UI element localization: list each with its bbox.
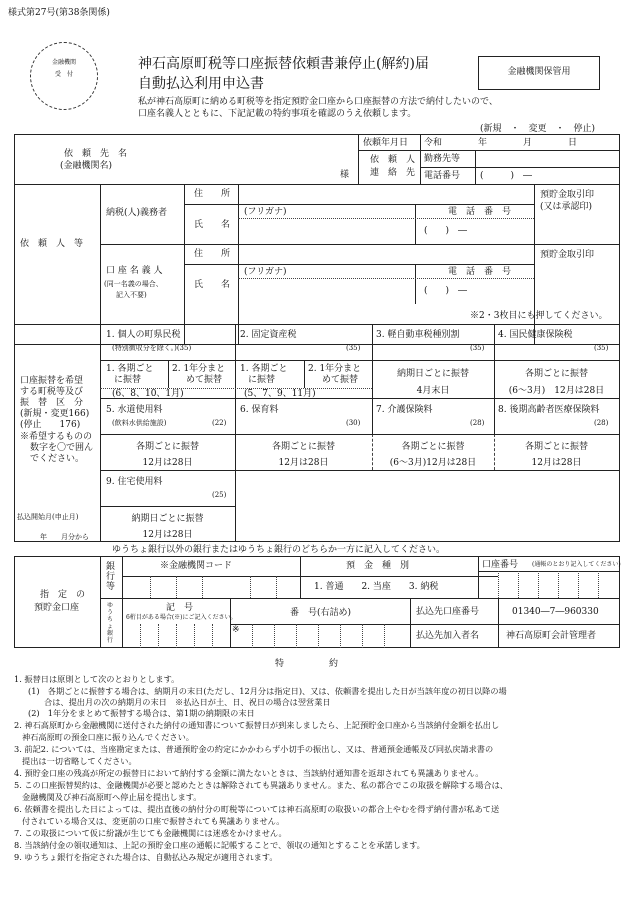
- transfer-4: 各期ごとに振替: [524, 369, 588, 379]
- taxes-left-2: する町税等及び: [20, 387, 84, 397]
- taxes-left-1: 口座振替を希望: [20, 376, 84, 386]
- phone-field[interactable]: ( ) ―: [480, 171, 533, 181]
- contact-label-1: 依 頼 人: [370, 155, 416, 165]
- tax-item-8-code: (28): [594, 419, 609, 427]
- term-line: (1) 各期ごとに振替する場合は、納期月の末日(ただし、12月分は指定日)、又は、依頼書を提出した日が当該年度の初日以降の場: [28, 686, 507, 696]
- holder-phone-field[interactable]: ( ) ―: [424, 286, 468, 296]
- taxes-left-8: でください。: [30, 454, 85, 464]
- term-line: 5. この口座振替契約は、金融機関が必要と認めたときは解除されても異議ありません。また、私の都合でこの取扱を解除する場合は、: [14, 780, 508, 790]
- term-line: 7. この取扱について仮に紛議が生じても金融機関には迷惑をかけません。: [14, 828, 287, 838]
- account-type-header: 預 金 種 別: [346, 561, 410, 571]
- option-1-installment[interactable]: 1. 各期ごと: [106, 364, 154, 374]
- tax-item-7[interactable]: 7. 介護保険料: [376, 405, 433, 415]
- term-line: 金融機関及び神石高原町へ停止届を提出します。: [22, 792, 202, 802]
- transfer-3-date: 4月末日: [416, 386, 450, 396]
- term-line: 合は、提出月の次の納期月の末日 ※払込日が土、日、祝日の場合は翌営業日: [44, 697, 331, 707]
- fi-code-header: ※金融機関コード: [160, 561, 233, 571]
- months-2: (5、7、9、11月): [244, 389, 316, 399]
- designated-account-label-2: 預貯金口座: [34, 603, 80, 613]
- form-subtitle: 自動払込利用申込書: [138, 76, 264, 92]
- tax-item-9[interactable]: 9. 住宅使用料: [106, 477, 163, 487]
- term-line: 提出は一切省略してください。: [22, 756, 137, 766]
- tax-item-1[interactable]: 1. 個人の町県民税: [106, 330, 181, 340]
- bank-name-label: 依 頼 先 名: [64, 149, 128, 159]
- option-2-annual-2: めて振替: [322, 375, 359, 385]
- seal-label-2: 預貯金取引印: [540, 250, 595, 260]
- months-1: (6、8、10、1月): [112, 389, 184, 399]
- start-month-label: 払込開始月(申止月): [17, 513, 79, 521]
- start-month-field[interactable]: 年 月分から: [40, 533, 89, 541]
- request-date-field[interactable]: 令和 年 月 日: [424, 138, 578, 148]
- transfer-6-date: 12月は28日: [278, 458, 329, 468]
- option-2-annual[interactable]: 2. 1年分まと: [308, 364, 362, 374]
- taxes-left-6: ※希望するものの: [20, 432, 93, 442]
- tax-item-2-code: (35): [346, 344, 361, 352]
- transfer-4-date: (6〜3月) 12月は28日: [508, 386, 605, 396]
- taxes-left-3: 振 替 区 分: [20, 398, 84, 408]
- taxes-table: [14, 324, 620, 542]
- tax-item-6-code: (30): [346, 419, 361, 427]
- pay-account-value: 01340―7―960330: [512, 607, 599, 617]
- request-type[interactable]: (新規 ・ 変更 ・ 停止): [480, 124, 596, 134]
- option-2-installment[interactable]: 1. 各期ごと: [240, 364, 288, 374]
- intro-line-2: 口座名義人とともに、下記記載の特約事項を確認のうえ依頼します。: [138, 109, 417, 119]
- term-line: 9. ゆうちょ銀行を指定された場合は、自動払込み規定が適用されます。: [14, 852, 278, 862]
- tax-item-3[interactable]: 3. 軽自動車税種別割: [376, 330, 460, 340]
- taxpayer-phone-header: 電 話 番 号: [448, 207, 512, 217]
- workplace-label: 勤務先等: [424, 154, 461, 164]
- number-header: 番 号(右詰め): [290, 608, 352, 618]
- pay-account-label: 払込先口座番号: [416, 607, 480, 617]
- requester-section-label: 依 頼 人 等: [20, 239, 84, 249]
- transfer-7: 各期ごとに振替: [401, 442, 465, 452]
- stamp-copies-note: ※2・3枚目にも押してください。: [470, 311, 608, 321]
- account-holder-label: 口 座 名 義 人: [106, 266, 163, 276]
- yucho-vertical-label: ゆうちょ銀行: [107, 602, 114, 644]
- option-1-annual-2: めて振替: [186, 375, 223, 385]
- transfer-8: 各期ごとに振替: [524, 442, 588, 452]
- kigo-note: 6桁目がある場合(※)にご記入ください。: [126, 614, 237, 621]
- intro-line-1: 私が神石高原町に納める町税等を指定預貯金口座から口座振替の方法で納付したいので、: [138, 97, 498, 107]
- transfer-9-date: 12月は28日: [142, 530, 193, 540]
- bank-name-sublabel: (金融機関名): [60, 161, 113, 171]
- option-1-installment-2: に振替: [114, 375, 142, 385]
- phone-label: 電話番号: [424, 171, 461, 181]
- payee-value: 神石高原町会計管理者: [506, 631, 597, 641]
- taxes-left-7: 数字を〇で囲ん: [30, 443, 94, 453]
- tax-item-3-code: (35): [470, 344, 485, 352]
- term-line: 8. 当該納付金の領収通知は、上記の預貯金口座の通帳に記帳することで、領収の通知とすることを承諾します。: [14, 840, 425, 850]
- taxpayer-phone-field[interactable]: ( ) ―: [424, 226, 468, 236]
- seal-label-1: 預貯金取引印: [540, 190, 595, 200]
- transfer-3: 納期日ごとに振替: [396, 369, 469, 379]
- terms-title: 特 約: [275, 659, 339, 669]
- account-number-header: 口座番号: [482, 560, 519, 570]
- account-number-note: (通帳のとおり記入してください): [532, 561, 621, 568]
- tax-item-4-code: (35): [594, 344, 609, 352]
- account-type-options[interactable]: 1. 普通 2. 当座 3. 納税: [314, 582, 439, 592]
- term-line: 1. 振替日は原則として次のとおりとします。: [14, 674, 180, 684]
- option-1-annual[interactable]: 2. 1年分まと: [172, 364, 226, 374]
- contact-label-2: 連 絡 先: [370, 168, 416, 178]
- taxpayer-furigana: (フリガナ): [244, 207, 287, 217]
- tax-item-5-code: (22): [212, 419, 227, 427]
- form-title: 神石高原町税等口座振替依頼書兼停止(解約)届: [138, 56, 429, 72]
- payee-label: 払込先加入者名: [416, 631, 480, 641]
- designated-account-label-1: 指 定 の: [40, 590, 86, 600]
- tax-item-2[interactable]: 2. 固定資産税: [240, 330, 297, 340]
- option-2-installment-2: に振替: [248, 375, 276, 385]
- term-line: 3. 前記2. については、当座勘定または、普通預貯金の約定にかかわらず小切手の振出し、又は、普通預金通帳及び同払戻請求書の: [14, 744, 494, 754]
- tax-item-5-sub: (飲料水供給施設): [112, 419, 167, 427]
- holder-address-label: 住 所: [194, 249, 231, 259]
- account-instruction: ゆうちょ銀行以外の銀行またはゆうちょ銀行のどちらか一方に記入してください。: [112, 545, 446, 555]
- holder-name-label: 氏 名: [194, 280, 231, 290]
- tax-item-5[interactable]: 5. 水道使用料: [106, 405, 163, 415]
- request-date-label: 依頼年月日: [363, 138, 409, 148]
- holder-furigana: (フリガナ): [244, 267, 287, 277]
- transfer-7-date: (6〜3月)12月は28日: [389, 458, 477, 468]
- taxes-left-5: (停止 176): [20, 420, 81, 430]
- transfer-6: 各期ごとに振替: [271, 442, 335, 452]
- form-number: 様式第27号(第38条関係): [8, 8, 110, 18]
- tax-item-8[interactable]: 8. 後期高齢者医療保険料: [498, 405, 600, 415]
- bank-vertical-label: 銀行等: [106, 562, 116, 592]
- taxpayer-name-label: 氏 名: [194, 220, 231, 230]
- tax-item-6[interactable]: 6. 保育料: [240, 405, 279, 415]
- term-line: 6. 依頼書を提出した日によっては、提出直後の納付分の町税等については神石高原町の取扱いの都合上やむを得ず納付書が私あて送: [14, 804, 500, 814]
- tax-item-9-code: (25): [212, 491, 227, 499]
- stamp-label-reception: 受 付: [54, 71, 73, 78]
- holder-phone-header: 電 話 番 号: [448, 267, 512, 277]
- tax-item-7-code: (28): [470, 419, 485, 427]
- bank-copy-label: 金融機関保管用: [507, 67, 571, 77]
- term-line: (2) 1年分をまとめて振替する場合は、第1期の納期限の末日: [28, 708, 255, 718]
- term-line: 神石高原町の預金口座に振り込んでください。: [22, 732, 194, 742]
- term-line: 2. 神石高原町から金融機関に送付された納付の通知書について振替日が到来しましたら、上記預貯金口座から当該納付金額を払出し: [14, 720, 500, 730]
- transfer-9: 納期日ごとに振替: [131, 514, 204, 524]
- transfer-5: 各期ごとに振替: [135, 442, 199, 452]
- taxes-left-4: (新規・変更166): [20, 409, 90, 419]
- transfer-5-date: 12月は28日: [142, 458, 193, 468]
- account-holder-note-2: 記入不要): [116, 291, 147, 299]
- seal-label-1b: (又は承認印): [540, 202, 593, 212]
- kigo-header: 記 号: [166, 603, 194, 613]
- transfer-8-date: 12月は28日: [531, 458, 582, 468]
- stamp-label-bank: 金融機関: [51, 59, 76, 66]
- taxpayer-address-label: 住 所: [194, 189, 231, 199]
- term-line: 付されている場合又は、変更前の口座で振替されても異議ありません。: [22, 816, 285, 826]
- tax-item-4[interactable]: 4. 国民健康保険税: [498, 330, 573, 340]
- term-line: 4. 預貯金口座の残高が所定の振替日において納付する金額に満たないときは、当該納付通知書を返却されても異議ありません。: [14, 768, 484, 778]
- honorific: 様: [340, 170, 350, 180]
- account-holder-note-1: (同一名義の場合、: [104, 280, 163, 288]
- tax-item-1-sub: (特別徴収分を除く。)(35): [112, 344, 192, 352]
- taxpayer-label: 納税(人)義務者: [106, 208, 168, 218]
- kigo-star: ※: [232, 625, 240, 635]
